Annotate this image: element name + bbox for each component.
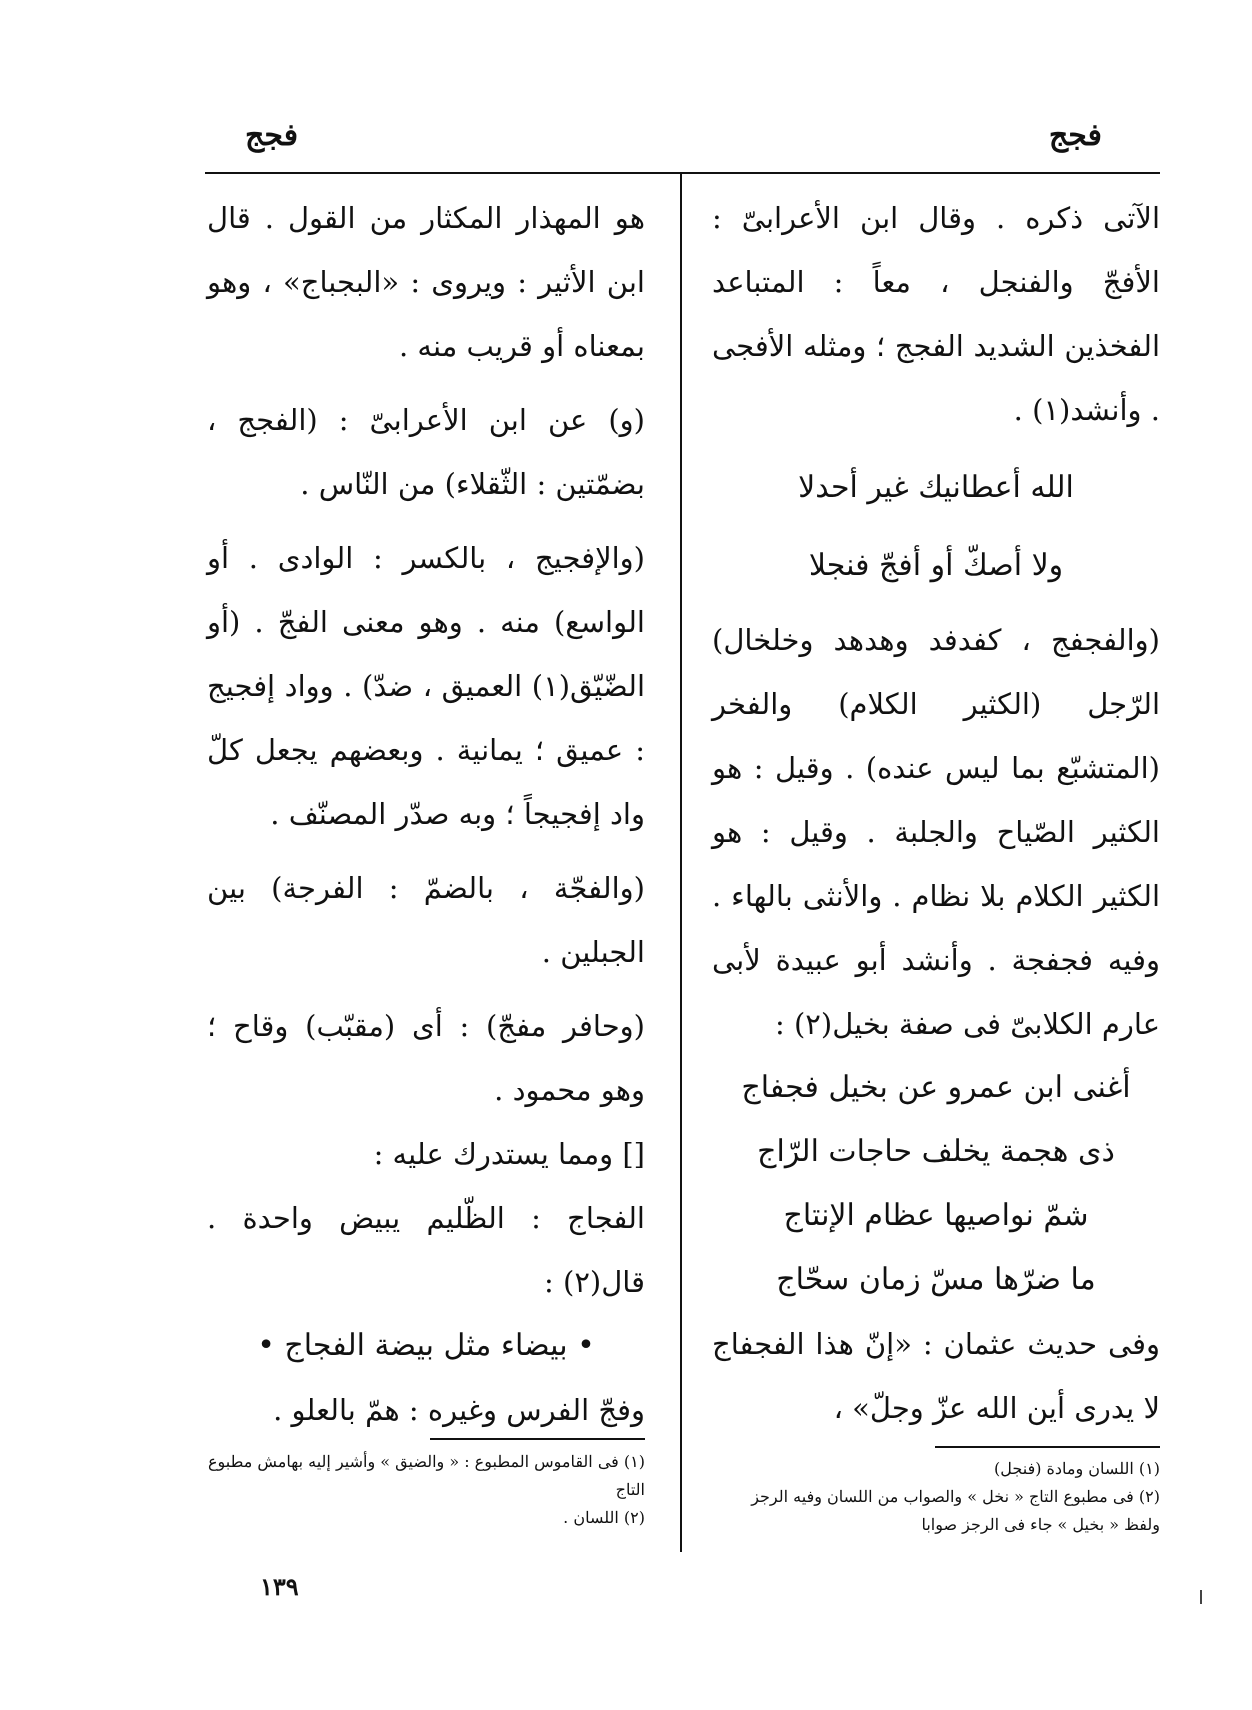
header-rule <box>205 172 1160 174</box>
header-word-left: فجج <box>245 118 299 153</box>
right-verse-2: ولا أصكّ أو أفجّ فنجلا <box>808 548 1064 583</box>
footnote-left-2: (٢) اللسان . <box>563 1508 645 1527</box>
left-paragraph-1: هو المهذار المكثار من القول . قال ابن الأثير : ويروى : «البجباج» ، وهو بمعناه أو قريب منه . <box>207 201 645 363</box>
page-number: ١٣٩ <box>260 1572 299 1601</box>
column-divider <box>680 172 682 1552</box>
footnote-rule-right <box>935 1446 1160 1448</box>
footnote-left-1: (١) فى القاموس المطبوع : « والضيق » وأشير إليه بهامش مطبوع التاج <box>207 1452 645 1499</box>
footnotes-right <box>712 1455 1160 1539</box>
right-verse-6: ما ضرّها مسّ زمان سحّاج <box>776 1262 1096 1297</box>
right-paragraph-1: الآتى ذكره . وقال ابن الأعرابىّ : الأفجّ والفنجل ، معاً : المتباعد الفخذين الشديد الفجج ؛ ومثله الأفجى . وأنشد(١) . <box>712 201 1160 427</box>
scan-mark <box>1200 1590 1202 1604</box>
right-paragraph-2: (والفجفج ، كفدفد وهدهد وخلخال) الرّجل (الكثير الكلام) والفخر (المتشبّع بما ليس عنده) . وقيل : هو الكثير الصّياح والجلبة . وقيل : هو الكثير الكلام بلا نظام . والأنثى بالهاء . وفيه فجفجة . وأنشد أبو عبيدة لأبى عارم الكلابىّ فى صفة بخيل(٢) : <box>712 623 1160 1041</box>
left-paragraph-2: (و) عن ابن الأعرابىّ : (الفجج ، بضمّتين : الثّقلاء) من النّاس . <box>207 403 645 501</box>
right-paragraph-3: وفى حديث عثمان : «إنّ هذا الفجفاج لا يدرى أين الله عزّ وجلّ» ، <box>712 1327 1160 1425</box>
right-verse-5: شمّ نواصيها عظام الإنتاج <box>783 1198 1089 1233</box>
header-word-right: فجج <box>1048 118 1102 153</box>
left-paragraph-7: الفجاج : الظّليم يبيض واحدة . قال(٢) : <box>207 1201 645 1299</box>
left-paragraph-3: (والإفجيج ، بالكسر : الوادى . أو الواسع) منه . وهو معنى الفجّ . (أو الضّيّق(١) العميق ، ضدّ) . وواد إفجيج : عميق ؛ يمانية . وبعضهم يجعل كلّ واد إفجيجاً ؛ وبه صدّر المصنّف . <box>207 541 645 831</box>
left-paragraph-5: (وحافر مفجّ) : أى (مقبّب) وقاح ؛ وهو محمود . <box>207 1009 645 1107</box>
right-verse-4: ذى هجمة يخلف حاجات الرّاج <box>757 1134 1115 1169</box>
left-paragraph-6: [] ومما يستدرك عليه : <box>373 1137 645 1171</box>
left-column <box>207 186 645 1442</box>
left-paragraph-8: وفجّ الفرس وغيره : همّ بالعلو . <box>273 1393 645 1427</box>
left-verse-1: • بيضاء مثل بيضة الفجاج • <box>257 1328 595 1363</box>
footnote-rule-left <box>430 1438 645 1440</box>
footnote-right-1: (١) اللسان ومادة (فنجل) <box>994 1459 1160 1478</box>
right-verse-3: أغنى ابن عمرو عن بخيل فجفاج <box>741 1070 1131 1105</box>
right-column <box>712 186 1160 1440</box>
footnotes-left <box>207 1448 645 1532</box>
right-verse-1: الله أعطانيك غير أحدلا <box>798 470 1074 505</box>
footnote-right-2: (٢) فى مطبوع التاج « نخل » والصواب من اللسان وفيه الرجز ولفظ « بخيل » جاء فى الرجز صوابا <box>751 1487 1160 1534</box>
left-paragraph-4: (والفجّة ، بالضمّ : الفرجة) بين الجبلين . <box>207 871 645 969</box>
